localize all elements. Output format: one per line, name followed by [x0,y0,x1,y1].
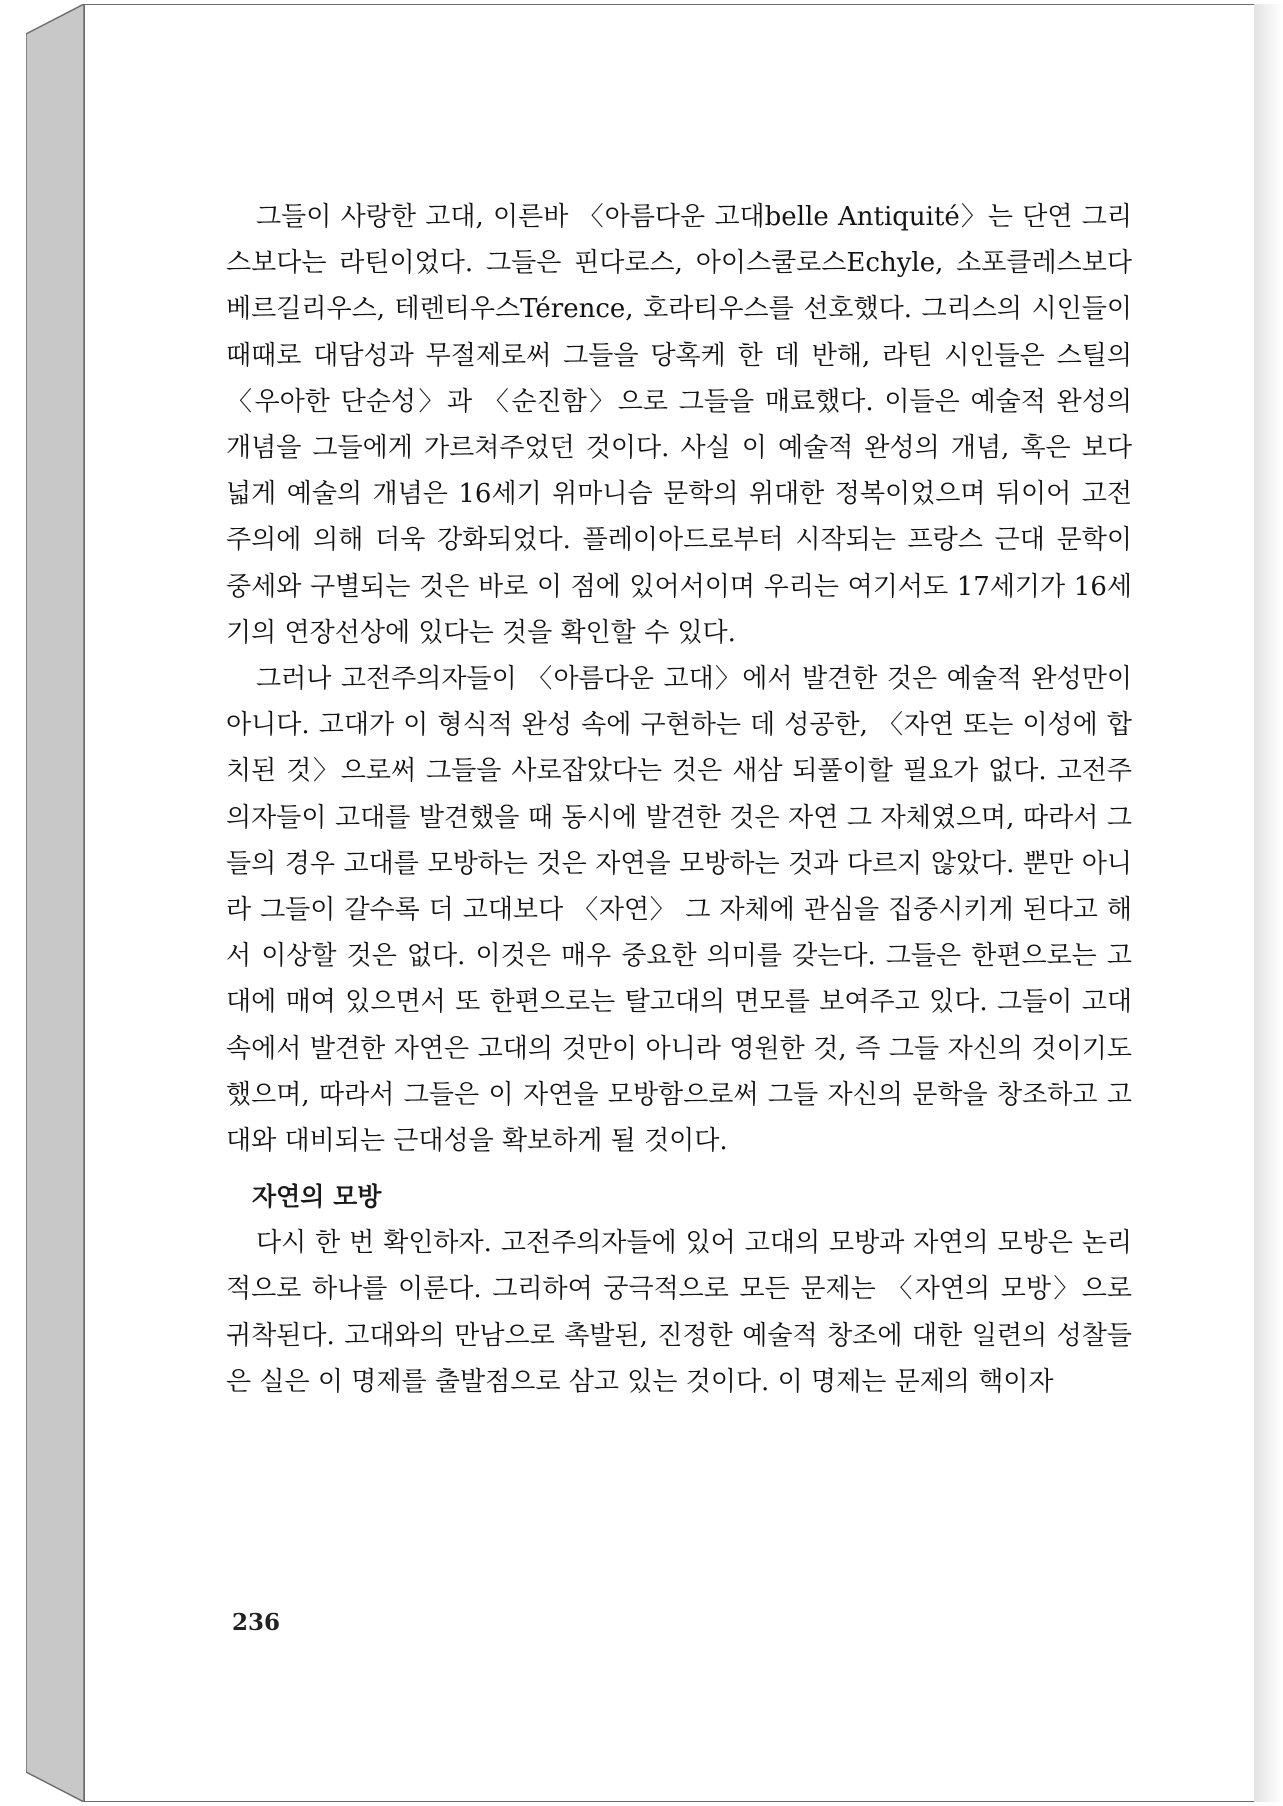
book-spine [26,4,84,1802]
section-gap [226,1164,1132,1174]
page-number: 236 [232,1609,281,1636]
paragraph-3: 다시 한 번 확인하자. 고전주의자들에 있어 고대의 모방과 자연의 모방은 논리적으로 하나를 이룬다. 그리하여 궁극적으로 모든 문제는 〈자연의 모방〉으로 귀착된다. 고대와의 만남으로 촉발된, 진정한 예술적 창조에 대한 일련의 성찰들은 실은 이 명제를 출발점으로 삼고 있는 것이다. 이 명제는 문제의 핵이자 [226,1228,1132,1397]
page-body [226,194,1132,1405]
page-edge-shadow [1254,4,1283,1802]
paragraph-2: 그러나 고전주의자들이 〈아름다운 고대〉에서 발견한 것은 예술적 완성만이 아니다. 고대가 이 형식적 완성 속에 구현하는 데 성공한, 〈자연 또는 이성에 합치된 것〉으로써 그들을 사로잡았다는 것은 새삼 되풀이할 필요가 없다. 고전주의자들이 고대를 발견했을 때 동시에 발견한 것은 자연 그 자체였으며, 따라서 그들의 경우 고대를 모방하는 것은 자연을 모방하는 것과 다르지 않았다. 뿐만 아니라 그들이 갈수록 더 고대보다 〈자연〉 그 자체에 관심을 집중시키게 된다고 해서 이상할 것은 없다. 이것은 매우 중요한 의미를 갖는다. 그들은 한편으로는 고대에 매여 있으면서 또 한편으로는 탈고대의 면모를 보여주고 있다. 그들이 고대 속에서 발견한 자연은 고대의 것만이 아니라 영원한 것, 즉 그들 자신의 것이기도 했으며, 따라서 그들은 이 자연을 모방함으로써 그들 자신의 문학을 창조하고 고대와 대비되는 근대성을 확보하게 될 것이다. [226,664,1132,1157]
paragraph-1: 그들이 사랑한 고대, 이른바 〈아름다운 고대belle Antiquité〉는 단연 그리스보다는 라틴이었다. 그들은 핀다로스, 아이스쿨로스Echyle, 소포클레스보다 베르길리우스, 테렌티우스Térence, 호라티우스를 선호했다. 그리스의 시인들이 때때로 대담성과 무절제로써 그들을 당혹케 한 데 반해, 라틴 시인들은 스틸의 〈우아한 단순성〉과 〈순진함〉으로 그들을 매료했다. 이들은 예술적 완성의 개념을 그들에게 가르쳐주었던 것이다. 사실 이 예술적 완성의 개념, 혹은 보다 넓게 예술의 개념은 16세기 위마니슴 문학의 위대한 정복이었으며 뒤이어 고전주의에 의해 더욱 강화되었다. 플레이아드로부터 시작되는 프랑스 근대 문학이 중세와 구별되는 것은 바로 이 점에 있어서이며 우리는 여기서도 17세기가 16세기의 연장선상에 있다는 것을 확인할 수 있다. [226,202,1132,648]
section-heading: 자연의 모방 [252,1182,382,1212]
